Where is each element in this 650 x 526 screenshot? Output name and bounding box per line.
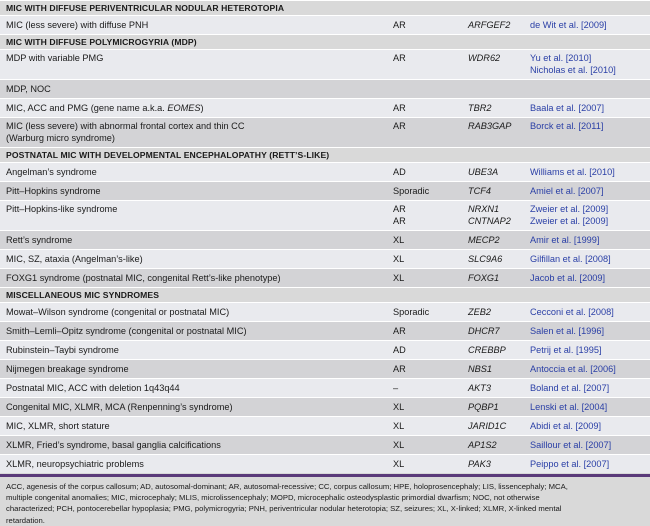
cell-line: Rubinstein–Taybi syndrome — [6, 345, 119, 355]
table-row — [0, 249, 650, 268]
cell-line: Cecconi et al. [2008] — [530, 307, 614, 317]
cell-line: Jacob et al. [2009] — [530, 273, 606, 283]
cell-line: FOXG1 syndrome (postnatal MIC, congenital Rett’s-like phenotype) — [6, 273, 281, 283]
table-row — [0, 79, 650, 98]
syndrome-name — [6, 204, 390, 216]
inheritance — [393, 254, 468, 266]
cell-line: CNTNAP2 — [468, 215, 511, 226]
cell-line: Baala et al. [2007] — [530, 103, 605, 113]
reference-link — [530, 121, 648, 133]
cell-line: XL — [393, 421, 405, 431]
reference-link — [530, 53, 648, 76]
cell-line: Nijmegen breakage syndrome — [6, 364, 129, 374]
cell-line: XL — [393, 235, 405, 245]
inheritance — [393, 273, 468, 285]
name-gene-part: EOMES — [167, 103, 201, 113]
inheritance — [393, 186, 468, 198]
cell-line: Lenski et al. [2004] — [530, 402, 608, 412]
syndrome-name — [6, 383, 390, 395]
inheritance — [393, 459, 468, 471]
cell-line: Abidi et al. [2009] — [530, 421, 601, 431]
cell-line: Congenital MIC, XLMR, MCA (Renpenning’s syndrome) — [6, 402, 233, 412]
cell-line: XLMR, neuropsychiatric problems — [6, 459, 144, 469]
syndrome-name — [6, 254, 390, 266]
cell-line: MDP with variable PMG — [6, 53, 104, 63]
table-row — [0, 162, 650, 181]
cell-line: MECP2 — [468, 235, 500, 245]
reference-link — [530, 307, 648, 319]
cell-line: AD — [393, 167, 406, 177]
footnote-line: multiple congenital anomalies; MIC, microcephaly; MLIS, microlissencephaly; MOPD, microcephalic osteodysplastic primordial dwarfism; NOC, not otherwise — [6, 493, 540, 503]
table-row — [0, 340, 650, 359]
gene-symbol — [468, 273, 530, 285]
reference-link — [530, 254, 648, 266]
inheritance — [393, 20, 468, 32]
cell-line: Mowat–Wilson syndrome (congenital or postnatal MIC) — [6, 307, 230, 317]
cell-line: Sporadic — [393, 186, 430, 196]
reference-link — [530, 103, 648, 115]
cell-line: Amir et al. [1999] — [530, 235, 600, 245]
cell-line: MIC, XLMR, short stature — [6, 421, 110, 431]
table-row — [0, 181, 650, 200]
table-row — [0, 117, 650, 147]
cell-line: UBE3A — [468, 167, 499, 177]
syndrome-name — [6, 20, 390, 32]
section-heading — [0, 34, 650, 49]
syndrome-name — [6, 103, 390, 115]
inheritance — [393, 421, 468, 433]
gene-symbol — [468, 254, 530, 266]
cell-line: Zweier et al. [2009] — [530, 215, 609, 226]
table-row — [0, 435, 650, 454]
cell-line: Borck et al. [2011] — [530, 121, 604, 131]
cell-line: FOXG1 — [468, 273, 500, 283]
cell-line: Saillour et al. [2007] — [530, 440, 612, 450]
gene-symbol — [468, 103, 530, 115]
cell-line: MDP, NOC — [6, 84, 51, 94]
syndrome-name — [6, 364, 390, 376]
gene-symbol — [468, 383, 530, 395]
table-row — [0, 397, 650, 416]
cell-line: (Warburg micro syndrome) — [6, 132, 115, 143]
reference-link — [530, 167, 648, 179]
gene-symbol — [468, 167, 530, 179]
section-heading — [0, 0, 650, 15]
cell-line: AR — [393, 121, 406, 131]
reference-link — [530, 326, 648, 338]
table-row — [0, 230, 650, 249]
syndrome-name — [6, 440, 390, 452]
cell-line: XL — [393, 459, 405, 469]
cell-line: de Wit et al. [2009] — [530, 20, 607, 30]
inheritance — [393, 235, 468, 247]
reference-link — [530, 440, 648, 452]
gene-symbol — [468, 364, 530, 376]
gene-symbol — [468, 235, 530, 247]
reference-link — [530, 186, 648, 198]
inheritance — [393, 103, 468, 115]
section-heading-text: POSTNATAL MIC WITH DEVELOPMENTAL ENCEPHALOPATHY (RETT’S-LIKE) — [6, 150, 330, 160]
table-row — [0, 98, 650, 117]
gene-symbol — [468, 326, 530, 338]
table-footnote — [6, 481, 646, 526]
cell-line: XL — [393, 254, 405, 264]
name-part: ) — [200, 103, 204, 113]
section-heading — [0, 147, 650, 162]
gene-symbol — [468, 204, 530, 227]
section-heading-text: MIC WITH DIFFUSE PERIVENTRICULAR NODULAR HETEROTOPIA — [6, 3, 285, 13]
inheritance — [393, 383, 468, 395]
reference-link — [530, 273, 648, 285]
cell-line: Peippo et al. [2007] — [530, 459, 610, 469]
cell-line: AP1S2 — [468, 440, 497, 450]
table-row — [0, 200, 650, 230]
gene-symbol — [468, 121, 530, 133]
gene-symbol — [468, 53, 530, 65]
syndrome-name — [6, 121, 390, 144]
syndrome-name — [6, 345, 390, 357]
reference-link — [530, 421, 648, 433]
name-part: MIC, ACC and PMG (gene name a.k.a. — [6, 103, 168, 113]
inheritance — [393, 440, 468, 452]
syndrome-name — [6, 235, 390, 247]
cell-line: Antoccia et al. [2006] — [530, 364, 616, 374]
table-row — [0, 454, 650, 473]
gene-symbol — [468, 20, 530, 32]
inheritance — [393, 167, 468, 179]
cell-line: Boland et al. [2007] — [530, 383, 610, 393]
cell-line: AR — [393, 20, 406, 30]
footnote-line: characterized; PCH, pontocerebellar hypoplasia; PMG, polymicrogyria; PNH, periventricular nodular heterotopia; SZ, seizures; XL, X-linked; XLMR, X-linked mental — [6, 504, 562, 514]
cell-line: ARFGEF2 — [468, 20, 511, 30]
inheritance — [393, 204, 468, 227]
table-row — [0, 268, 650, 287]
syndrome-name — [6, 53, 390, 65]
cell-line: CREBBP — [468, 345, 506, 355]
cell-line: DHCR7 — [468, 326, 500, 336]
cell-line: AR — [393, 215, 406, 226]
reference-link — [530, 235, 648, 247]
cell-line: Smith–Lemli–Opitz syndrome (congenital or postnatal MIC) — [6, 326, 247, 336]
reference-link — [530, 345, 648, 357]
cell-line: WDR62 — [468, 53, 501, 63]
cell-line: Gilfillan et al. [2008] — [530, 254, 611, 264]
inheritance — [393, 307, 468, 319]
gene-symbol — [468, 402, 530, 414]
syndrome-name — [6, 186, 390, 198]
cell-line: Angelman’s syndrome — [6, 167, 97, 177]
syndrome-name — [6, 307, 390, 319]
syndrome-name — [6, 326, 390, 338]
syndrome-name — [6, 273, 390, 285]
cell-line: Postnatal MIC, ACC with deletion 1q43q44 — [6, 383, 180, 393]
cell-line: Yu et al. [2010] — [530, 53, 592, 63]
syndrome-name — [6, 421, 390, 433]
cell-line: AR — [393, 326, 406, 336]
syndrome-name — [6, 84, 390, 96]
section-heading — [0, 287, 650, 302]
cell-line: PQBP1 — [468, 402, 499, 412]
cell-line: MIC (less severe) with abnormal frontal cortex and thin CC — [6, 121, 245, 131]
cell-line: SLC9A6 — [468, 254, 503, 264]
gene-symbol — [468, 421, 530, 433]
inheritance — [393, 345, 468, 357]
inheritance — [393, 364, 468, 376]
syndrome-name — [6, 402, 390, 414]
reference-link — [530, 204, 648, 227]
footer-divider — [0, 474, 650, 477]
reference-link — [530, 383, 648, 395]
cell-line: Nicholas et al. [2010] — [530, 64, 616, 75]
gene-symbol — [468, 186, 530, 198]
table-row — [0, 321, 650, 340]
cell-line: AR — [393, 204, 406, 214]
cell-line: Zweier et al. [2009] — [530, 204, 609, 214]
cell-line: NBS1 — [468, 364, 493, 374]
inheritance — [393, 53, 468, 65]
table-row — [0, 15, 650, 34]
syndrome-name — [6, 459, 390, 471]
cell-line: AR — [393, 103, 406, 113]
cell-line: Pitt–Hopkins syndrome — [6, 186, 101, 196]
table-row — [0, 359, 650, 378]
cell-line: AKT3 — [468, 383, 491, 393]
cell-line: AD — [393, 345, 406, 355]
syndrome-name — [6, 167, 390, 179]
reference-link — [530, 402, 648, 414]
cell-line: NRXN1 — [468, 204, 500, 214]
cell-line: TCF4 — [468, 186, 491, 196]
cell-line: Amiel et al. [2007] — [530, 186, 604, 196]
cell-line: Sporadic — [393, 307, 430, 317]
inheritance — [393, 121, 468, 133]
reference-link — [530, 364, 648, 376]
table-row — [0, 378, 650, 397]
inheritance — [393, 402, 468, 414]
cell-line: Salen et al. [1996] — [530, 326, 605, 336]
footnote-line: ACC, agenesis of the corpus callosum; AD, autosomal-dominant; AR, autosomal-recessive; CC, corpus callosum; HPE, holoprosencephaly; LIS, lissencephaly; MCA, — [6, 482, 568, 491]
cell-line: XL — [393, 440, 405, 450]
inheritance — [393, 326, 468, 338]
cell-line: ZEB2 — [468, 307, 491, 317]
gene-symbol — [468, 345, 530, 357]
cell-line — [6, 103, 390, 115]
cell-line: Williams et al. [2010] — [530, 167, 615, 177]
cell-line: TBR2 — [468, 103, 492, 113]
cell-line: MIC (less severe) with diffuse PNH — [6, 20, 149, 30]
cell-line: RAB3GAP — [468, 121, 512, 131]
table-row — [0, 49, 650, 79]
cell-line: XL — [393, 402, 405, 412]
gene-symbol — [468, 440, 530, 452]
cell-line: AR — [393, 364, 406, 374]
reference-link — [530, 20, 648, 32]
cell-line: XL — [393, 273, 405, 283]
cell-line: JARID1C — [468, 421, 507, 431]
gene-symbol — [468, 459, 530, 471]
table-row — [0, 416, 650, 435]
reference-link — [530, 459, 648, 471]
cell-line: AR — [393, 53, 406, 63]
section-heading-text: MISCELLANEOUS MIC SYNDROMES — [6, 290, 160, 300]
gene-symbol — [468, 307, 530, 319]
cell-line: PAK3 — [468, 459, 491, 469]
cell-line: Petrij et al. [1995] — [530, 345, 602, 355]
cell-line: XLMR, Fried’s syndrome, basal ganglia calcifications — [6, 440, 221, 450]
cell-line: – — [393, 383, 399, 393]
cell-line: Pitt–Hopkins-like syndrome — [6, 204, 118, 214]
footnote-line: retardation. — [6, 515, 45, 525]
cell-line: Rett’s syndrome — [6, 235, 73, 245]
section-heading-text: MIC WITH DIFFUSE POLYMICROGYRIA (MDP) — [6, 37, 197, 47]
cell-line: MIC, SZ, ataxia (Angelman’s-like) — [6, 254, 143, 264]
table-row — [0, 302, 650, 321]
